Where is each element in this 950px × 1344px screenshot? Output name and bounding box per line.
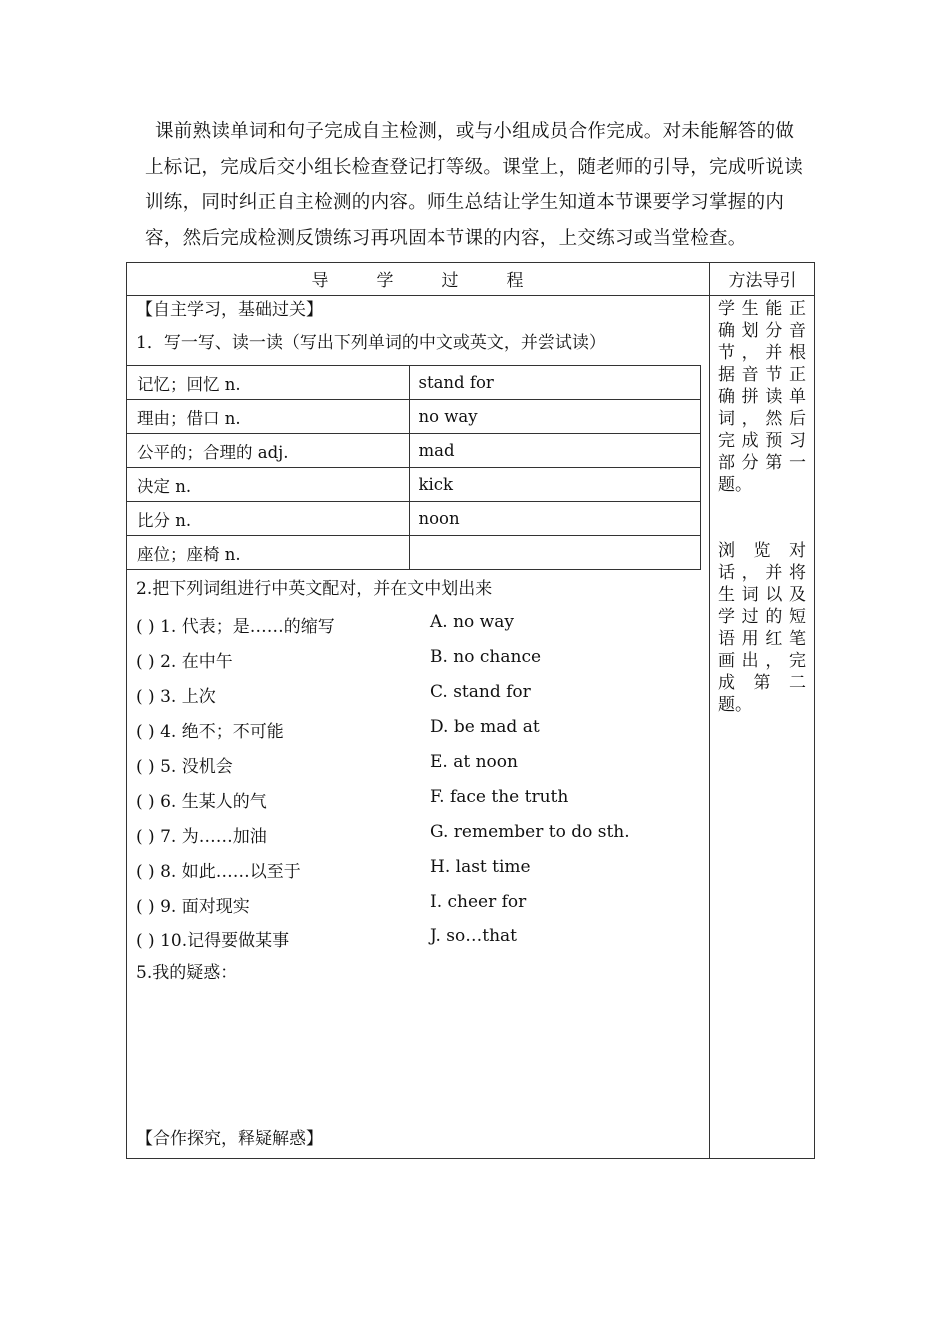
- column-divider: [709, 262, 710, 1159]
- note-line: 生词以及: [718, 585, 806, 605]
- note-line: 学过的短: [718, 607, 806, 627]
- vocab-en-cell: stand for: [410, 366, 701, 400]
- note-line: 节，并根: [718, 343, 806, 363]
- table-row: [127, 536, 701, 570]
- match-row: [136, 612, 696, 647]
- section-cooperation-title: 【合作探究，释疑解惑】: [136, 1129, 323, 1149]
- method-note-1: [718, 298, 806, 496]
- guide-process-header: [126, 262, 709, 295]
- match-en: H. last time: [430, 857, 531, 877]
- match-row: [136, 752, 696, 787]
- vocab-cn-cell: 记忆；回忆 n.: [127, 366, 410, 400]
- note-line: 浏 览 对: [718, 541, 806, 561]
- match-en: E. at noon: [430, 752, 518, 772]
- vocab-en-cell: kick: [410, 468, 701, 502]
- intro-paragraph: 课前熟读单词和句子完成自主检测，或与小组成员合作完成。对未能解答的做上标记，完成后交小组长检查登记打等级。课堂上，随老师的引导，完成听说读训练，同时纠正自主检测的内容。师生总结让学生知道本节课要学习掌握的内容，然后完成检测反馈练习再巩固本节课的内容，上交练习或当堂检查。: [145, 121, 804, 249]
- match-cn: ( ) 10.记得要做某事: [136, 931, 290, 951]
- method-note-2: [718, 540, 806, 716]
- header-char: 导: [311, 271, 329, 291]
- match-cn: ( ) 7. 为……加油: [136, 827, 267, 847]
- task1-instruction: 1．写一写、读一读（写出下列单词的中文或英文，并尝试读）: [136, 333, 606, 353]
- match-row: [136, 647, 696, 682]
- table-row: [127, 434, 701, 468]
- match-row: [136, 822, 696, 857]
- header-char: 程: [506, 271, 524, 291]
- match-en: A. no way: [430, 612, 514, 632]
- vocab-cn-cell: 决定 n.: [127, 468, 410, 502]
- note-line: 确拼读单: [718, 387, 806, 407]
- header-divider: [126, 295, 815, 296]
- match-cn: ( ) 2. 在中午: [136, 652, 233, 672]
- vocab-en-cell: noon: [410, 502, 701, 536]
- note-line: 词，然后: [718, 409, 806, 429]
- note-line: 画出，完: [718, 651, 806, 671]
- match-en: B. no chance: [430, 647, 542, 667]
- note-line: 语用红笔: [718, 629, 806, 649]
- match-en: J. so…that: [430, 926, 518, 946]
- vocab-en-cell: no way: [410, 400, 701, 434]
- section-self-study-title: 【自主学习，基础过关】: [136, 300, 323, 320]
- table-row: [127, 468, 701, 502]
- vocab-table: [126, 365, 701, 570]
- table-row: [127, 400, 701, 434]
- note-line: 题。: [718, 475, 752, 495]
- match-row: [136, 787, 696, 822]
- note-line: 部分第一: [718, 453, 806, 473]
- match-cn: ( ) 9. 面对现实: [136, 897, 250, 917]
- table-row: [127, 502, 701, 536]
- note-line: 话，并将: [718, 563, 806, 583]
- match-row: [136, 926, 696, 961]
- vocab-cn-cell: 理由；借口 n.: [127, 400, 410, 434]
- match-cn: ( ) 4. 绝不；不可能: [136, 722, 284, 742]
- note-line: 确划分音: [718, 321, 806, 341]
- note-line: 成 第 二: [718, 673, 806, 693]
- match-row: [136, 717, 696, 752]
- match-en: C. stand for: [430, 682, 531, 702]
- note-line: 据音节正: [718, 365, 806, 385]
- note-line: 题。: [718, 695, 752, 715]
- match-en: G. remember to do sth.: [430, 822, 630, 842]
- match-cn: ( ) 6. 生某人的气: [136, 792, 267, 812]
- vocab-en-cell: [410, 536, 701, 570]
- vocab-en-cell: mad: [410, 434, 701, 468]
- my-questions-label: 5.我的疑惑：: [136, 963, 238, 983]
- note-line: 完成预习: [718, 431, 806, 451]
- match-row: [136, 682, 696, 717]
- match-en: I. cheer for: [430, 892, 527, 912]
- vocab-cn-cell: 比分 n.: [127, 502, 410, 536]
- match-cn: ( ) 8. 如此……以至于: [136, 862, 301, 882]
- match-row: [136, 892, 696, 927]
- match-en: D. be mad at: [430, 717, 540, 737]
- vocab-cn-cell: 座位；座椅 n.: [127, 536, 410, 570]
- table-row: [127, 366, 701, 400]
- vocab-cn-cell: 公平的；合理的 adj.: [127, 434, 410, 468]
- header-char: 学: [376, 271, 394, 291]
- header-char: 过: [441, 271, 459, 291]
- match-cn: ( ) 3. 上次: [136, 687, 216, 707]
- note-line: 学生能正: [718, 299, 806, 319]
- match-cn: ( ) 1. 代表；是……的缩写: [136, 617, 335, 637]
- method-guide-header: 方法导引: [728, 271, 797, 291]
- match-cn: ( ) 5. 没机会: [136, 757, 233, 777]
- match-row: [136, 857, 696, 892]
- task2-instruction: 2.把下列词组进行中英文配对，并在文中划出来: [136, 579, 493, 599]
- match-en: F. face the truth: [430, 787, 569, 807]
